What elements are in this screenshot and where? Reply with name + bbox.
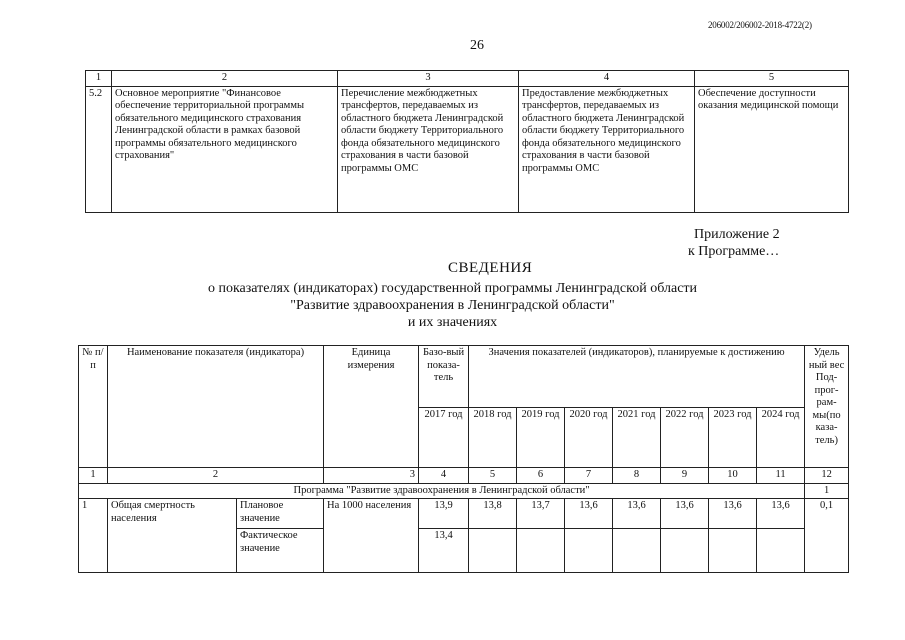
row-number: 1 (79, 499, 108, 573)
appendix-line2: к Программе… (688, 244, 780, 259)
unit: На 1000 населения (324, 499, 419, 573)
header-unit: Единица измерения (324, 346, 419, 468)
measure-col5: Обеспечение доступности оказания медицинской помощи (695, 86, 849, 212)
year-2021: 2021 год (613, 408, 661, 468)
program-row (79, 483, 849, 499)
col-num-6: 6 (517, 468, 565, 484)
fact-value-2024 (757, 529, 805, 573)
col-num-11: 11 (757, 468, 805, 484)
year-2022: 2022 год (661, 408, 709, 468)
year-2020: 2020 год (565, 408, 613, 468)
plan-value-2019: 13,7 (517, 499, 565, 529)
fact-label: Фактическое значение (237, 529, 324, 573)
col-num-2: 2 (112, 71, 338, 87)
fact-value-2022 (661, 529, 709, 573)
col-num-12: 12 (805, 468, 849, 484)
row-number: 5.2 (86, 86, 112, 212)
header-indicator-name: Наименование показателя (индикатора) (108, 346, 324, 468)
header-weight: Удель ный вес Под-прог-рам-мы(по каза-тель) (805, 346, 849, 468)
fact-value-2023 (709, 529, 757, 573)
appendix-line1: Приложение 2 (694, 227, 780, 242)
col-num-5: 5 (469, 468, 517, 484)
col-num-5: 5 (695, 71, 849, 87)
measure-name: Основное мероприятие "Финансовое обеспечение территориальной программы обязательного медицинского страхования Ленинградской области в рамках базовой программы обязательного медицинского страхования" (112, 86, 338, 212)
col-num-3: 3 (338, 71, 519, 87)
col-num-7: 7 (565, 468, 613, 484)
column-number-row (79, 468, 849, 484)
header-planned-values: Значения показателей (индикаторов), планируемые к достижению (469, 346, 805, 408)
measures-table (85, 70, 849, 213)
plan-value-2021: 13,6 (613, 499, 661, 529)
year-2024: 2024 год (757, 408, 805, 468)
year-2018: 2018 год (469, 408, 517, 468)
document-title: СВЕДЕНИЯ (448, 260, 533, 276)
plan-label: Плановое значение (237, 499, 324, 529)
plan-value-2024: 13,6 (757, 499, 805, 529)
fact-value-2018 (469, 529, 517, 573)
fact-value-2020 (565, 529, 613, 573)
program-label: Программа "Развитие здравоохранения в Ленинградской области" (79, 483, 805, 499)
col-num-9: 9 (661, 468, 709, 484)
header-number: № п/п (79, 346, 108, 468)
plan-value-2018: 13,8 (469, 499, 517, 529)
column-number-row (86, 71, 849, 87)
table-row (79, 499, 849, 529)
header-row (79, 346, 849, 408)
plan-value-2020: 13,6 (565, 499, 613, 529)
appendix-note (688, 226, 780, 260)
plan-value-2022: 13,6 (661, 499, 709, 529)
col-num-3: 3 (324, 468, 419, 484)
document-number: 206002/206002-2018-4722(2) (708, 20, 812, 30)
fact-value-2019 (517, 529, 565, 573)
col-num-4: 4 (419, 468, 469, 484)
year-2019: 2019 год (517, 408, 565, 468)
col-num-1: 1 (86, 71, 112, 87)
measure-col4: Предоставление межбюджетных трансфертов, передаваемых из областного бюджета Ленинградской области бюджету Территориального фонда обязательного медицинского страхования в части базовой программы ОМС (519, 86, 695, 212)
col-num-10: 10 (709, 468, 757, 484)
col-num-8: 8 (613, 468, 661, 484)
measure-col3: Перечисление межбюджетных трансфертов, передаваемых из областного бюджета Ленинградской области бюджету Территориального фонда обязательного медицинского страхования в части базовой программы ОМС (338, 86, 519, 212)
indicators-table (78, 345, 849, 573)
fact-value-2021 (613, 529, 661, 573)
subtitle-line2: "Развитие здравоохранения в Ленинградской области" (290, 298, 615, 313)
fact-value-2017: 13,4 (419, 529, 469, 573)
plan-value-2017: 13,9 (419, 499, 469, 529)
header-base: Базо-вый показа-тель (419, 346, 469, 408)
col-num-4: 4 (519, 71, 695, 87)
indicator-weight: 0,1 (805, 499, 849, 573)
page-number: 26 (470, 38, 484, 53)
subtitle-line3: и их значениях (407, 315, 498, 330)
plan-value-2023: 13,6 (709, 499, 757, 529)
year-2023: 2023 год (709, 408, 757, 468)
program-weight: 1 (805, 483, 849, 499)
table-row (86, 86, 849, 212)
col-num-2: 2 (108, 468, 324, 484)
col-num-1: 1 (79, 468, 108, 484)
subtitle-line1: о показателях (индикаторах) государственной программы Ленинградской области (207, 281, 698, 296)
year-2017: 2017 год (419, 408, 469, 468)
indicator-name: Общая смертность населения (108, 499, 237, 573)
